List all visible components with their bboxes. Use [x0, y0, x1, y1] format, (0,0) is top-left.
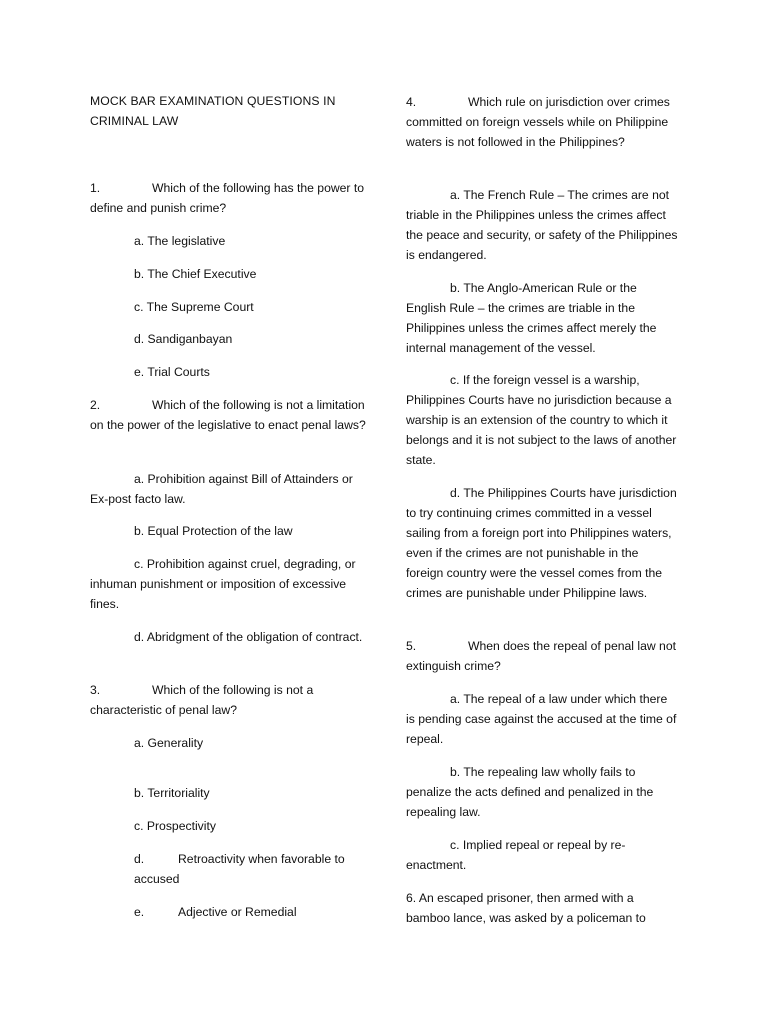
question-3	[90, 680, 368, 720]
option-1c: c. The Supreme Court	[134, 300, 254, 314]
option-2d: d. Abridgment of the obligation of contract.	[134, 630, 363, 644]
option-5a: a. The repeal of a law under which there is pending case against the accused at the time of repeal.	[406, 692, 677, 746]
option-2c: c. Prohibition against cruel, degrading, or inhuman punishment or imposition of excessive fines.	[90, 557, 356, 611]
option-3c: c. Prospectivity	[134, 819, 216, 833]
question-number: 4.	[406, 95, 417, 109]
option-text: Retroactivity when favorable to accused	[134, 852, 345, 886]
question-number: 2.	[90, 398, 101, 412]
option-3b: b. Territoriality	[134, 786, 210, 800]
question-5	[406, 636, 678, 676]
question-text: Which of the following is not a limitation on the power of the legislative to enact penal laws?	[90, 398, 366, 432]
option-4d: d. The Philippines Courts have jurisdiction to try continuing crimes committed in a vessel sailing from a foreign port into Philippines waters, even if the crimes are not punishable in the foreign country were the vessel comes from the crimes are punishable under Philippine laws.	[406, 486, 677, 600]
option-1e: e. Trial Courts	[134, 365, 210, 379]
option-1a: a. The legislative	[134, 234, 226, 248]
document-title: MOCK BAR EXAMINATION QUESTIONS IN CRIMINAL LAW	[90, 94, 336, 128]
question-text: Which rule on jurisdiction over crimes committed on foreign vessels while on Philippine waters is not followed in the Philippines?	[406, 95, 670, 149]
question-text: When does the repeal of penal law not extinguish crime?	[406, 639, 677, 673]
question-6: 6. An escaped prisoner, then armed with a bamboo lance, was asked by a policeman to	[406, 891, 646, 925]
option-3e	[90, 902, 368, 922]
option-2a: a. Prohibition against Bill of Attainders or Ex-post facto law.	[90, 472, 353, 506]
question-number: 5.	[406, 639, 417, 653]
question-number: 1.	[90, 181, 101, 195]
question-1	[90, 178, 368, 218]
option-1b: b. The Chief Executive	[134, 267, 257, 281]
option-4c: c. If the foreign vessel is a warship, Philippines Courts have no jurisdiction because a warship is an extension of the country to which it belongs and it is not subject to the laws of another state.	[406, 373, 677, 467]
option-1d: d. Sandiganbayan	[134, 332, 233, 346]
option-5c: c. Implied repeal or repeal by re-enactment.	[406, 838, 626, 872]
question-text: Which of the following is not a characteristic of penal law?	[90, 683, 314, 717]
option-3a: a. Generality	[134, 736, 204, 750]
question-4	[406, 92, 678, 152]
option-4b: b. The Anglo-American Rule or the English Rule – the crimes are triable in the Philippines unless the crimes affect merely the internal management of the vessel.	[406, 281, 657, 355]
option-3d	[90, 849, 368, 889]
option-2b: b. Equal Protection of the law	[134, 524, 293, 538]
question-2	[90, 395, 368, 435]
option-text: Adjective or Remedial	[178, 905, 297, 919]
option-letter: e.	[134, 905, 145, 919]
question-number: 3.	[90, 683, 101, 697]
question-text: Which of the following has the power to define and punish crime?	[90, 181, 365, 215]
option-5b: b. The repealing law wholly fails to penalize the acts defined and penalized in the repealing law.	[406, 765, 654, 819]
option-letter: d.	[134, 852, 145, 866]
option-4a: a. The French Rule – The crimes are not triable in the Philippines unless the crimes affect the peace and security, or safety of the Philippines is endangered.	[406, 188, 678, 262]
